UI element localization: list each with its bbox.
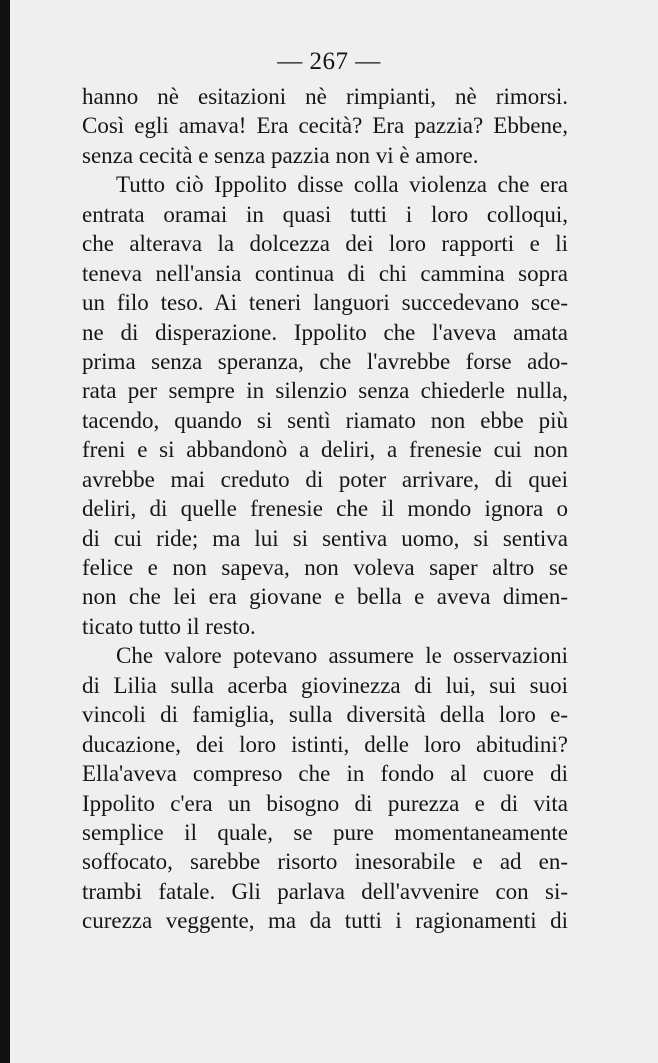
- text-line: che alterava la dolcezza dei loro rapporti e li: [82, 231, 568, 257]
- text-line: avrebbe mai creduto di poter arrivare, di quei: [82, 466, 568, 492]
- text-line: vincoli di famiglia, sulla diversità della loro e-: [82, 702, 568, 728]
- text-line: un filo teso. Ai teneri languori succedevano sce-: [82, 290, 568, 316]
- text-line: non che lei era giovane e bella e aveva dimen-: [82, 584, 568, 610]
- text-line: teneva nell'ansia continua di chi cammina sopra: [82, 260, 568, 286]
- text-line: felice e non sapeva, non voleva saper altro se: [82, 555, 568, 580]
- text-line: Che valore potevano assumere le osservazioni: [116, 643, 568, 669]
- text-line: ticato tutto il resto.: [82, 613, 256, 639]
- text-line: Tutto ciò Ippolito disse colla violenza che era: [116, 172, 568, 198]
- text-line: hanno nè esitazioni nè rimpianti, nè rimorsi.: [82, 84, 568, 109]
- text-line: freni e si abbandonò a deliri, a frenesie cui non: [82, 437, 568, 463]
- text-line: semplice il quale, se pure momentaneamente: [82, 819, 568, 845]
- text-line: curezza veggente, ma da tutti i ragionamenti di: [82, 908, 568, 934]
- text-line: di cui ride; ma lui si sentiva uomo, si sentiva: [82, 525, 568, 551]
- text-line: senza cecità e senza pazzia non vi è amore.: [82, 142, 479, 168]
- text-line: entrata oramai in quasi tutti i loro colloqui,: [82, 201, 568, 227]
- page-binding-edge: [0, 0, 10, 1063]
- text-line: prima senza speranza, che l'avrebbe forse ado-: [82, 348, 568, 374]
- text-line: Ippolito c'era un bisogno di purezza e di vita: [82, 790, 568, 816]
- text-line: soffocato, sarebbe risorto inesorabile e ad en-: [82, 849, 568, 875]
- text-line: ne di disperazione. Ippolito che l'aveva amata: [82, 319, 568, 345]
- body-text: [82, 82, 568, 936]
- text-line: trambi fatale. Gli parlava dell'avvenire con si-: [82, 878, 568, 904]
- page-number: — 267 —: [277, 48, 381, 75]
- text-line: tacendo, quando si sentì riamato non ebbe più: [82, 407, 568, 433]
- text-line: rata per sempre in silenzio senza chiederle nulla,: [82, 378, 568, 404]
- text-line: Così egli amava! Era cecità? Era pazzia? Ebbene,: [82, 113, 568, 139]
- text-line: di Lilia sulla acerba giovinezza di lui, sui suoi: [82, 672, 568, 698]
- text-line: Ella'aveva compreso che in fondo al cuore di: [82, 761, 568, 787]
- text-line: deliri, di quelle frenesie che il mondo ignora o: [82, 496, 568, 522]
- text-line: ducazione, dei loro istinti, delle loro abitudini?: [82, 731, 568, 757]
